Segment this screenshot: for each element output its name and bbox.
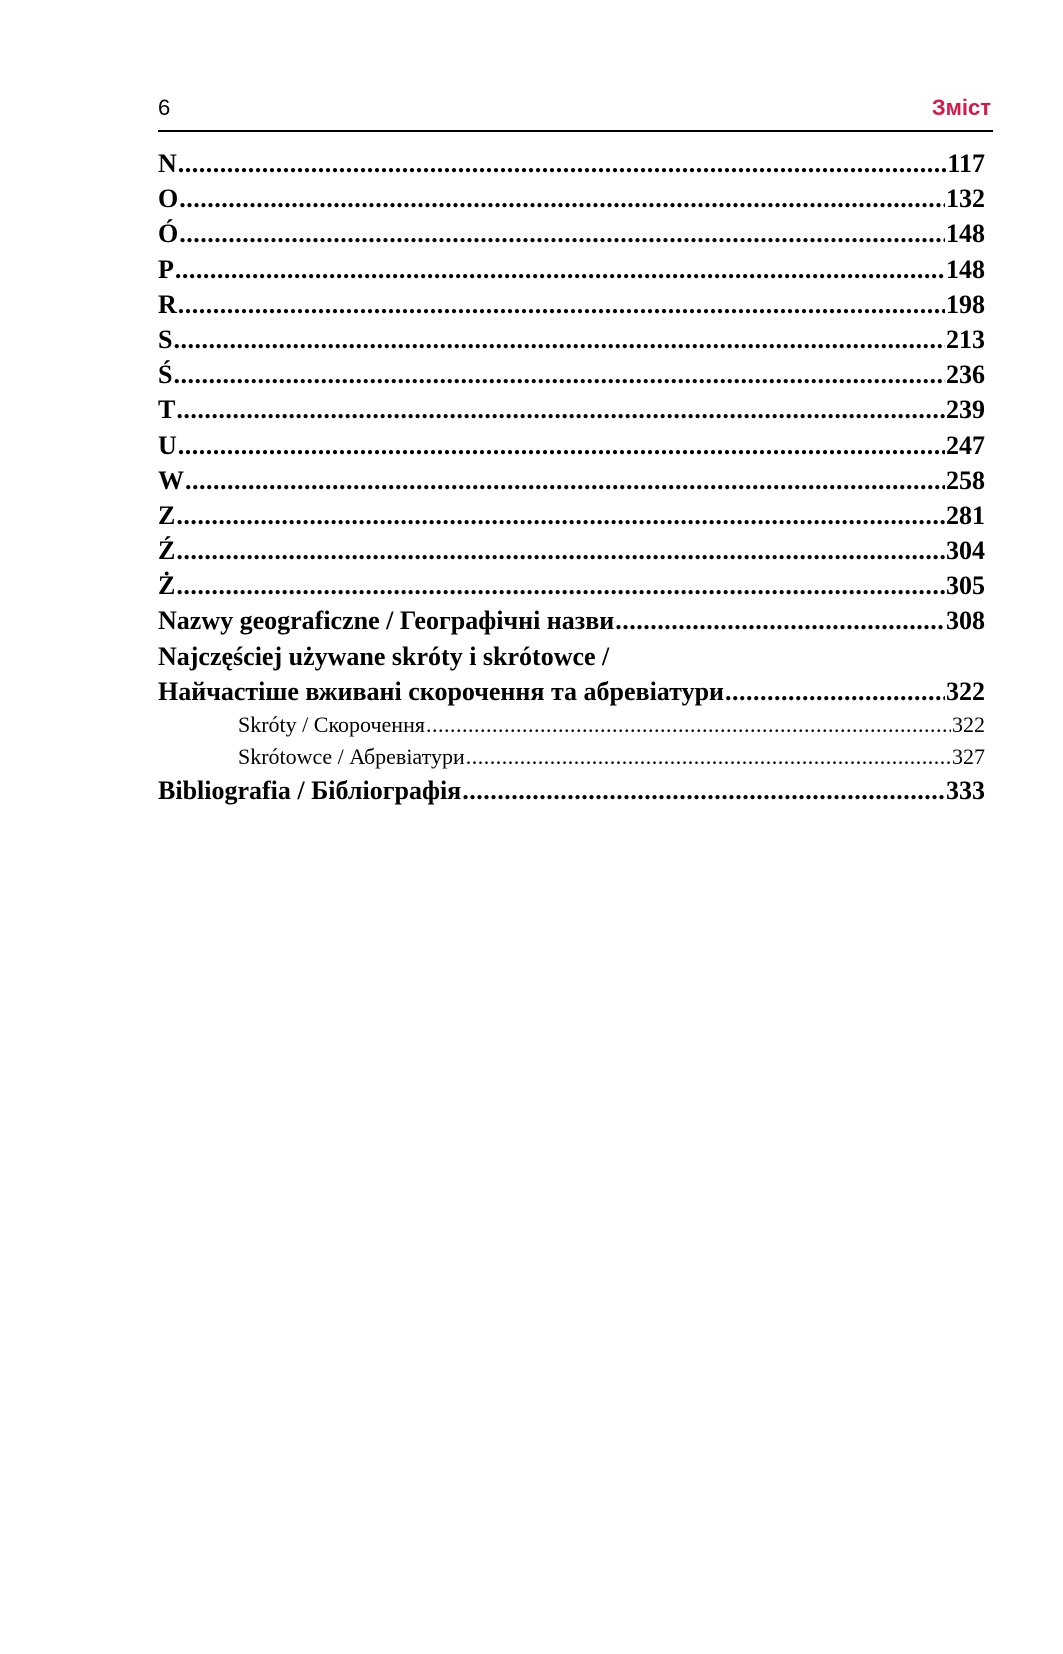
dot-leader [176, 392, 945, 427]
dot-leader [615, 603, 945, 638]
dot-leader [178, 146, 947, 181]
book-page [158, 88, 993, 808]
toc-entry-label: U [158, 430, 177, 460]
toc-entry-p[interactable] [158, 252, 985, 287]
toc-entry-label: Z [158, 500, 176, 530]
toc-entry-bibliography[interactable] [158, 773, 985, 808]
toc-entry-label: Najczęściej używane skróty i skrótowce / [158, 641, 610, 671]
dot-leader [178, 428, 945, 463]
toc-entry-page: 322 [946, 676, 985, 706]
toc-entry-abbreviations-line1[interactable] [158, 639, 985, 674]
toc-entry-page: 117 [947, 149, 985, 178]
toc-entry-page: 247 [946, 430, 985, 460]
toc-entry-label: P [158, 254, 174, 284]
toc-entry-label: W [158, 465, 184, 495]
toc-entry-page: 132 [946, 184, 985, 214]
toc-entry-label: O [158, 184, 179, 214]
dot-leader [426, 709, 951, 741]
toc-entry-s[interactable] [158, 322, 985, 357]
dot-leader [173, 357, 945, 392]
toc-entry-page: 236 [946, 360, 985, 390]
toc-entry-page: 148 [946, 219, 985, 249]
dot-leader [179, 216, 945, 251]
toc-entry-label: T [158, 395, 176, 425]
toc-subentry-label: Skróty / Скорочення [238, 712, 425, 737]
dot-leader [185, 463, 945, 498]
running-head [158, 88, 993, 132]
page-number: 6 [158, 95, 171, 120]
toc-entry-z-dot[interactable] [158, 568, 985, 603]
toc-entry-o-acute[interactable] [158, 216, 985, 251]
dot-leader [176, 533, 945, 568]
toc-entry-page: 213 [946, 324, 985, 354]
toc-entry-o[interactable] [158, 181, 985, 216]
toc-entry-page: 281 [946, 500, 985, 530]
section-title: Зміст [931, 95, 991, 120]
dot-leader [462, 773, 945, 808]
toc-entry-n[interactable] [158, 146, 985, 181]
toc-entry-u[interactable] [158, 428, 985, 463]
toc-subentry-skroty[interactable] [158, 709, 985, 741]
table-of-contents [158, 146, 985, 808]
toc-entry-w[interactable] [158, 463, 985, 498]
dot-leader [175, 252, 945, 287]
toc-entry-label: Найчастіше вживані скорочення та абревіатури [158, 676, 725, 706]
toc-entry-s-acute[interactable] [158, 357, 985, 392]
toc-entry-label: Ó [158, 219, 179, 249]
dot-leader [176, 568, 945, 603]
toc-entry-page: 308 [946, 606, 985, 636]
toc-entry-label: Nazwy geograficzne / Географічні назви [158, 606, 615, 636]
dot-leader [179, 181, 945, 216]
toc-entry-page: 305 [946, 571, 985, 601]
toc-entry-z-acute[interactable] [158, 533, 985, 568]
dot-leader [178, 287, 945, 322]
toc-entry-t[interactable] [158, 392, 985, 427]
dot-leader [173, 322, 945, 357]
toc-entry-label: Bibliografia / Бібліографія [158, 776, 462, 805]
toc-entry-page: 239 [946, 395, 985, 425]
toc-entry-page: 333 [946, 776, 985, 805]
toc-entry-page: 258 [946, 465, 985, 495]
dot-leader [176, 498, 945, 533]
dot-leader [466, 741, 951, 773]
dot-leader [725, 674, 945, 709]
toc-subentry-page: 322 [952, 712, 985, 737]
toc-entry-page: 304 [946, 536, 985, 566]
toc-entry-r[interactable] [158, 287, 985, 322]
toc-entry-label: Ż [158, 571, 176, 601]
toc-entry-abbreviations[interactable] [158, 674, 985, 709]
toc-entry-page: 198 [946, 289, 985, 319]
toc-entry-label: N [158, 149, 177, 178]
toc-entry-page: 148 [946, 254, 985, 284]
toc-entry-geography[interactable] [158, 603, 985, 638]
toc-subentry-label: Skrótowce / Абревіатури [238, 744, 465, 769]
toc-entry-label: R [158, 289, 177, 319]
toc-entry-label: Ź [158, 536, 176, 566]
toc-subentry-page: 327 [952, 744, 985, 769]
toc-subentry-skrotowce[interactable] [158, 741, 985, 773]
toc-entry-z[interactable] [158, 498, 985, 533]
toc-entry-label: S [158, 324, 173, 354]
toc-entry-label: Ś [158, 360, 173, 390]
